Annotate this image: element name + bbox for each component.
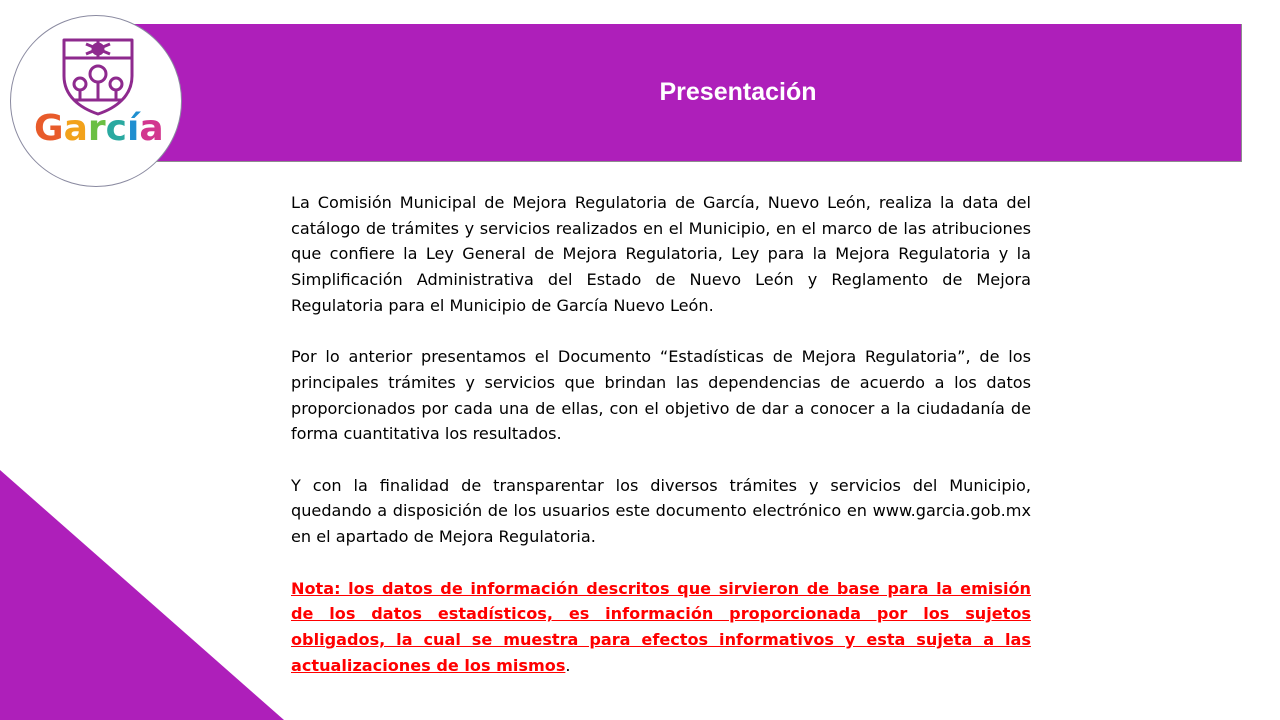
note-text: Nota: los datos de información descritos que sirvieron de base para la emisión de los datos estadísticos, es información proporcionada por los sujetos obligados, la cual se muestra para efectos informativos y esta sujeta a las actualizaciones de los mismos [291,578,1031,675]
logo-wordmark [34,108,162,160]
page-title: Presentación [659,77,817,106]
shield-emblem-icon [58,34,138,116]
presentation-body [291,190,1031,704]
logo-letter: r [87,108,106,149]
logo-letter: a [63,108,88,149]
logo-letter: í [126,108,140,149]
note-paragraph [291,576,1031,679]
logo-letter: c [105,108,127,149]
logo-letter: G [34,108,64,149]
paragraph-intro: La Comisión Municipal de Mejora Regulatoria de García, Nuevo León, realiza la data del catálogo de trámites y servicios realizados en el Municipio, en el marco de las atribuciones que confiere la Ley General de Mejora Regulatoria, Ley para la Mejora Regulatoria y la Simplificación Administrativa del Estado de Nuevo León y Reglamento de Mejora Regulatoria para el Municipio de García Nuevo León. [291,193,1031,315]
note-period: . [565,655,571,675]
paragraph-document: Por lo anterior presentamos el Documento “Estadísticas de Mejora Regulatoria”, de los principales trámites y servicios que brindan las dependencias de acuerdo a los datos proporcionados por cada una de ellas, con el objetivo de dar a conocer a la ciudadanía de forma cuantitativa los resultados. [291,347,1031,444]
decorative-corner-triangle [0,470,284,720]
logo-letter: a [139,108,164,149]
paragraph-transparency: Y con la finalidad de transparentar los diversos trámites y servicios del Municipio, quedando a disposición de los usuarios este documento electrónico en www.garcia.gob.mx en el apartado de Mejora Regulatoria. [291,475,1031,547]
